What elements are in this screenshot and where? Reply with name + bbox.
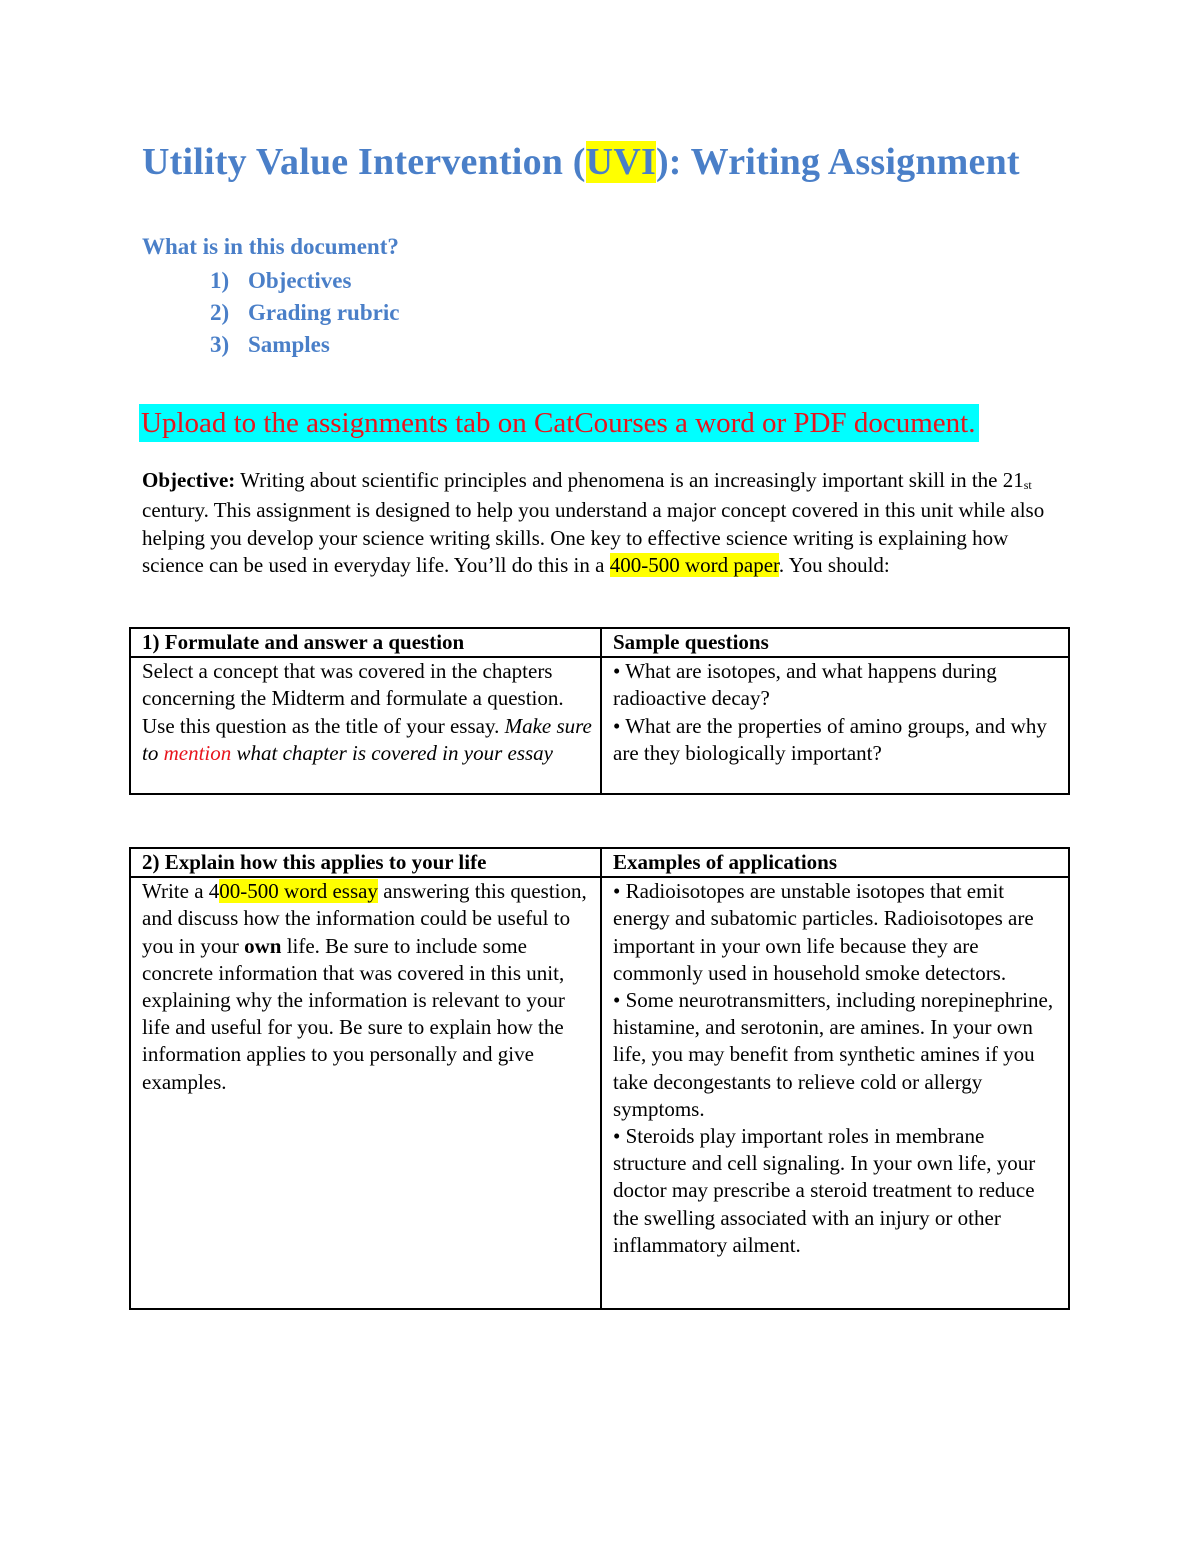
- toc-item-number: 3): [210, 332, 230, 357]
- instruction-red-word: mention: [163, 740, 232, 765]
- toc-item-label: Samples: [248, 332, 330, 357]
- title-part-1: Utility Value Intervention (: [142, 141, 586, 183]
- table-header-row: [130, 628, 1069, 657]
- title-highlight-uvi: UVI: [585, 141, 656, 183]
- rubric-table-question: [129, 627, 1070, 795]
- table-header-cell: Examples of applications: [601, 848, 1069, 877]
- table-header-cell: 1) Formulate and answer a question: [130, 628, 601, 657]
- objective-paragraph: [142, 467, 1057, 579]
- instruction-italic: what chapter is covered in your essay: [231, 740, 553, 765]
- toc-item-label: Grading rubric: [248, 300, 400, 325]
- table-header-cell: Sample questions: [601, 628, 1069, 657]
- upload-instruction: Upload to the assignments tab on CatCourses a word or PDF document.: [139, 404, 979, 442]
- application-example-item: • Some neurotransmitters, including norepinephrine, histamine, and serotonin, are amines. In your own life, you may benefit from synthetic amines if you take decongestants to relieve cold or allergy symptoms.: [613, 988, 1054, 1121]
- objective-ordinal-suffix: st: [1023, 478, 1032, 492]
- table-header-cell: 2) Explain how this applies to your life: [130, 848, 601, 877]
- title-part-2: ): Writing Assignment: [655, 141, 1020, 183]
- objective-text-3: . You should:: [778, 552, 890, 577]
- instruction-highlight: 00-500 word essay: [219, 879, 378, 904]
- table-cell-samples: [601, 657, 1069, 794]
- toc-list: [210, 265, 399, 361]
- table-row: [130, 877, 1069, 1309]
- objective-word-count-highlight: 400-500 word paper: [609, 552, 779, 577]
- application-example-item: • Radioisotopes are unstable isotopes that emit energy and subatomic particles. Radioisotopes are important in your own life because they are commonly used in household smoke detectors.: [613, 879, 1034, 985]
- table-cell-examples: [601, 877, 1069, 1309]
- application-example-item: • Steroids play important roles in membrane structure and cell signaling. In your own life, your doctor may prescribe a steroid treatment to reduce the swelling associated with an injury or other inflammatory ailment.: [613, 1124, 1036, 1257]
- table-header-row: [130, 848, 1069, 877]
- instruction-bold-word: own: [244, 933, 282, 958]
- toc-item-number: 2): [210, 300, 230, 325]
- sample-question-item: • What are isotopes, and what happens during radioactive decay?: [613, 659, 997, 711]
- objective-text-2: century. This assignment is designed to help you understand a major concept covered in this unit while also helping you develop your science writing skills. One key to effective science writing is explaining how science can be used in everyday life. You’ll do this in a: [142, 498, 1045, 577]
- toc-item-label: Objectives: [248, 268, 352, 293]
- instruction-italic: Make sure to: [142, 713, 592, 765]
- instruction-text: answering this question, and discuss how the information could be useful to you in your: [142, 879, 587, 958]
- instruction-text: Write a 4: [142, 879, 220, 904]
- toc-question: What is in this document?: [142, 234, 399, 259]
- rubric-table-application: [129, 847, 1070, 1310]
- sample-question-item: • What are the properties of amino groups, and why are they biologically important?: [613, 713, 1047, 765]
- objective-label: Objective:: [142, 468, 236, 492]
- objective-text-1: Writing about scientific principles and phenomena is an increasingly important skill in the 21: [235, 468, 1024, 492]
- toc-item-grading-rubric: [210, 297, 399, 329]
- instruction-text: life. Be sure to include some concrete information that was covered in this unit, explaining why the information is relevant to your life and useful for you. Be sure to explain how the information applies to you personally and give examples.: [142, 933, 565, 1094]
- table-row: [130, 657, 1069, 794]
- instruction-text: Select a concept that was covered in the chapters concerning the Midterm and formulate a question. Use this question as the title of your essay.: [142, 659, 564, 738]
- toc-item-number: 1): [210, 268, 230, 293]
- document-title: [142, 140, 1020, 184]
- toc-item-objectives: [210, 265, 399, 297]
- table-cell-instructions: [130, 657, 601, 794]
- table-cell-instructions: [130, 877, 601, 1309]
- toc-item-samples: [210, 329, 399, 361]
